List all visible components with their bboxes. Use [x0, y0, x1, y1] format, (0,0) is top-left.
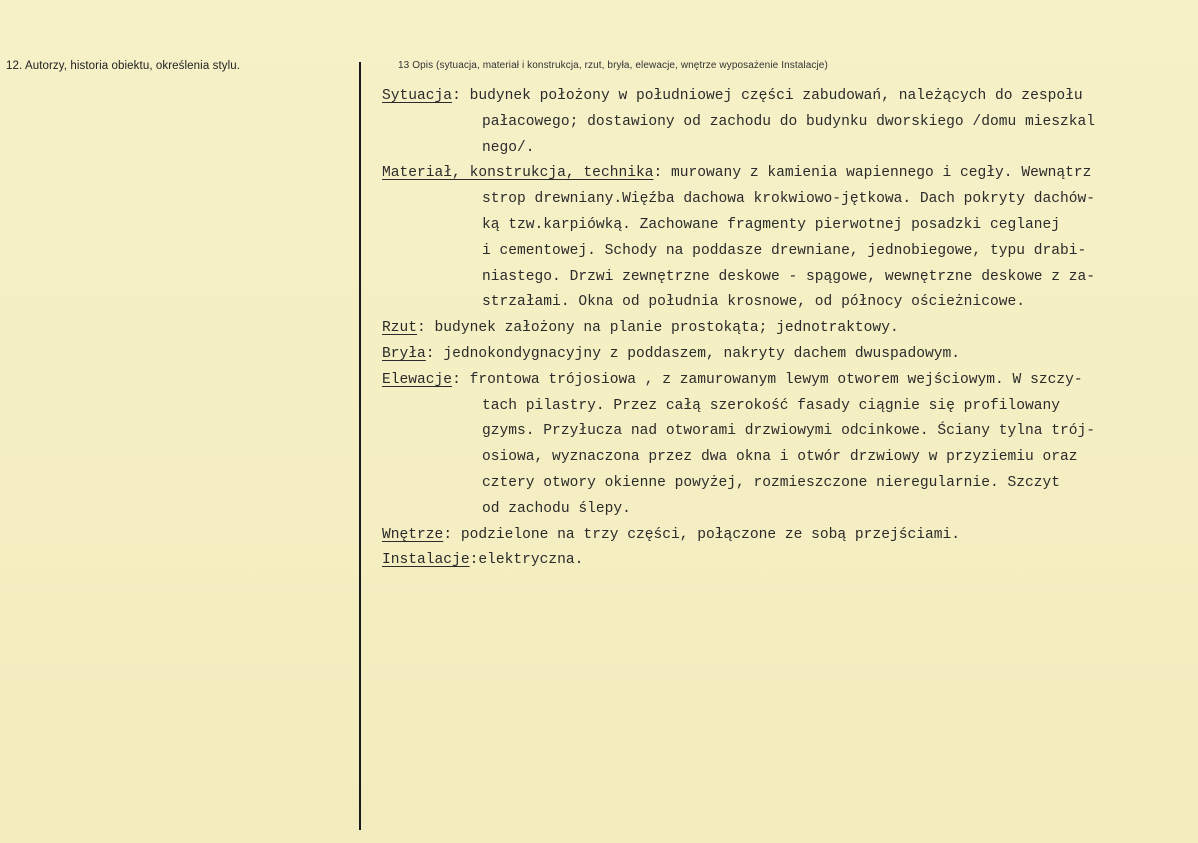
field-13-header: 13 Opis (sytuacja, materiał i konstrukcja, rzut, bryła, elewacje, wnętrze wyposażenie Instalacje)	[398, 60, 828, 71]
instalacje-line-1: Instalacje:elektryczna.	[382, 552, 584, 569]
elewacje-line-5: cztery otwory okienne powyżej, rozmieszczone nieregularnie. Szczyt	[482, 474, 1061, 491]
material-line-3: ką tzw.karpiówką. Zachowane fragmenty pierwotnej posadzki ceglanej	[482, 216, 1061, 233]
instalacje-label: Instalacje	[382, 552, 470, 569]
rzut-line-1: Rzut: budynek założony na planie prostokąta; jednotraktowy.	[382, 320, 899, 337]
elewacje-label: Elewacje	[382, 371, 453, 388]
material-label: Materiał, konstrukcja, technika	[382, 165, 654, 182]
sytuacja-line-2: pałacowego; dostawiony od zachodu do budynku dworskiego /domu mieszkal	[482, 113, 1096, 130]
material-line-6: strzałami. Okna od południa krosnowe, od północy ościeżnicowe.	[482, 294, 1025, 311]
bryla-line-1: Bryła: jednokondygnacyjny z poddaszem, nakryty dachem dwuspadowym.	[382, 345, 961, 362]
elewacje-line-1: Elewacje: frontowa trójosiowa , z zamurowanym lewym otworem wejściowym. W szczy-	[382, 371, 1083, 388]
bryla-label: Bryła	[382, 345, 426, 362]
wnetrze-label: Wnętrze	[382, 526, 444, 543]
field-12-header: 12. Autorzy, historia obiektu, określenia stylu.	[6, 60, 241, 72]
rzut-label: Rzut	[382, 320, 418, 337]
elewacje-line-4: osiowa, wyznaczona przez dwa okna i otwór drzwiowy w przyziemiu oraz	[482, 449, 1078, 466]
sytuacja-line-1: Sytuacja: budynek położony w południowej części zabudowań, należących do zespołu	[382, 88, 1083, 104]
material-line-5: niastego. Drzwi zewnętrzne deskowe - spągowe, wewnętrzne deskowe z za-	[482, 268, 1096, 285]
elewacje-line-2: tach pilastry. Przez całą szerokość fasady ciągnie się profilowany	[482, 397, 1061, 414]
sytuacja-label: Sytuacja	[382, 88, 453, 104]
material-line-2: strop drewniany.Więźba dachowa krokwiowo-jętkowa. Dach pokryty dachów-	[482, 191, 1096, 208]
sytuacja-line-3: nego/.	[482, 139, 535, 156]
wnetrze-line-1: Wnętrze: podzielone na trzy części, połączone ze sobą przejściami.	[382, 526, 961, 543]
elewacje-line-6: od zachodu ślepy.	[482, 500, 631, 517]
description-text	[382, 84, 1192, 574]
elewacje-line-3: gzyms. Przyłucza nad otworami drzwiowymi odcinkowe. Ściany tylna trój-	[482, 423, 1096, 440]
material-line-1: Materiał, konstrukcja, technika: murowany z kamienia wapiennego i cegły. Wewnątrz	[382, 165, 1092, 182]
material-line-4: i cementowej. Schody na poddasze drewniane, jednobiegowe, typu drabi-	[482, 242, 1087, 259]
column-divider	[359, 62, 361, 830]
